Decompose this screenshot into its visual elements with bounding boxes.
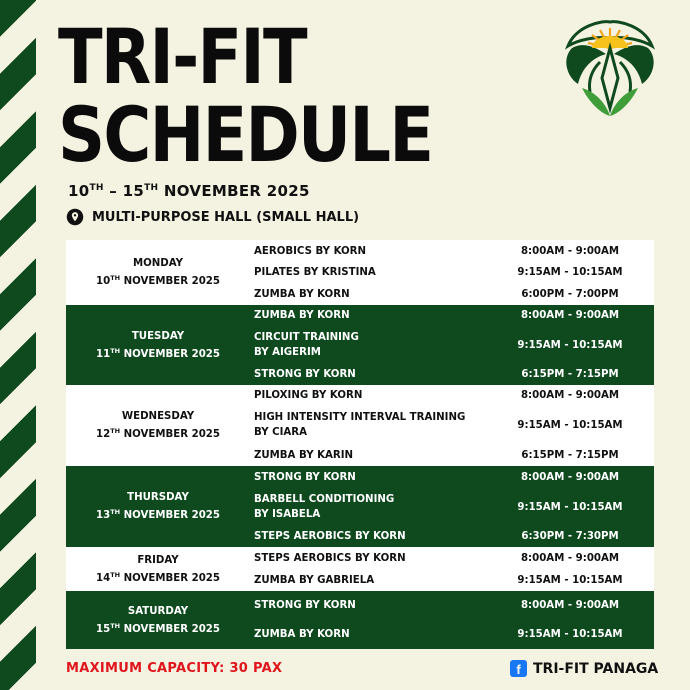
day-date: [70, 271, 246, 289]
date-separator: –: [103, 182, 123, 200]
day-cell: [66, 240, 250, 305]
class-name-cell: [250, 466, 486, 488]
day-date: [70, 619, 246, 637]
class-name: CIRCUIT TRAINING: [254, 332, 359, 343]
class-name: STEPS AEROBICS BY KORN: [254, 531, 406, 542]
class-name: ZUMBA BY KARIN: [254, 449, 354, 461]
social-handle-label: TRI-FIT PANAGA: [533, 660, 659, 677]
class-time: 9:15AM - 10:15AM: [486, 326, 654, 364]
class-name-cell: [250, 488, 486, 526]
facebook-icon: f: [510, 660, 527, 677]
class-time: 6:15PM - 7:15PM: [486, 444, 654, 466]
day-name: WEDNESDAY: [121, 411, 195, 422]
day-cell: [66, 385, 250, 466]
end-suffix: TH: [144, 183, 159, 193]
class-name-cell: [250, 526, 486, 547]
class-time: 8:00AM - 9:00AM: [486, 240, 654, 262]
day-cell: [66, 305, 250, 385]
location-pin-icon: [66, 208, 84, 226]
venue: [66, 208, 359, 226]
day-date: [70, 424, 246, 442]
class-time: 6:30PM - 7:30PM: [486, 526, 654, 547]
date-suffix: TH: [110, 508, 121, 516]
title-line-2: SCHEDULE: [58, 90, 433, 179]
class-name-cell: [250, 591, 486, 619]
day-block-monday: [66, 240, 654, 305]
class-name: STRONG BY KORN: [254, 369, 356, 380]
date-month-year: NOVEMBER 2025: [120, 276, 220, 287]
class-name-cell: [250, 305, 486, 326]
trifit-logo-icon: [562, 18, 658, 120]
class-time: 8:00AM - 9:00AM: [486, 466, 654, 488]
day-name: TUESDAY: [131, 330, 185, 342]
class-name-cell: [250, 619, 486, 649]
class-time: 8:00AM - 9:00AM: [486, 547, 654, 569]
class-name: PILOXING BY KORN: [254, 390, 363, 401]
class-name: STRONG BY KORN: [254, 471, 356, 483]
class-name: ZUMBA BY KORN: [254, 288, 350, 300]
class-name-cell: [250, 569, 486, 591]
class-name: STEPS AEROBICS BY KORN: [254, 552, 406, 564]
date-month-year: NOVEMBER 2025: [120, 429, 220, 440]
class-time: 8:00AM - 9:00AM: [486, 385, 654, 406]
date-suffix: TH: [110, 274, 121, 282]
class-name: AEROBICS BY KORN: [254, 245, 367, 257]
class-time: 9:15AM - 10:15AM: [486, 619, 654, 649]
class-time: 8:00AM - 9:00AM: [486, 591, 654, 619]
day-name: SATURDAY: [127, 605, 189, 617]
class-name: PILATES BY KRISTINA: [254, 267, 376, 278]
schedule-table: [66, 240, 654, 649]
day-cell: [66, 591, 250, 649]
social-handle[interactable]: [510, 660, 658, 677]
table-row: [66, 466, 654, 488]
date-number: 15: [96, 623, 111, 635]
date-rest: NOVEMBER 2025: [158, 182, 310, 200]
class-name-cell: [250, 326, 486, 364]
day-name: THURSDAY: [127, 492, 189, 503]
date-number: 12: [96, 429, 111, 440]
start-day: 10: [68, 182, 90, 200]
class-name-cell: [250, 262, 486, 283]
class-name: ZUMBA BY GABRIELA: [254, 574, 375, 586]
table-row: [66, 385, 654, 406]
page-title: [58, 12, 433, 179]
date-month-year: NOVEMBER 2025: [120, 510, 220, 521]
table-row: [66, 547, 654, 569]
date-number: 13: [96, 510, 111, 521]
day-block-wednesday: [66, 385, 654, 466]
date-suffix: TH: [110, 621, 121, 630]
date-suffix: TH: [110, 570, 121, 579]
day-date: [70, 344, 246, 362]
class-time: 9:15AM - 10:15AM: [486, 569, 654, 591]
class-name: BY AIGERIM: [254, 347, 321, 358]
class-name: ZUMBA BY KORN: [254, 628, 350, 640]
class-time: 9:15AM - 10:15AM: [486, 406, 654, 444]
class-name-cell: [250, 385, 486, 406]
class-name-cell: [250, 406, 486, 444]
day-cell: [66, 466, 250, 547]
day-block-saturday: [66, 591, 654, 649]
date-suffix: TH: [110, 346, 121, 355]
decorative-stripes: [0, 0, 36, 690]
class-name-cell: [250, 240, 486, 262]
date-number: 10: [96, 276, 111, 287]
class-time: 9:15AM - 10:15AM: [486, 262, 654, 283]
class-name-cell: [250, 364, 486, 385]
date-month-year: NOVEMBER 2025: [120, 623, 220, 635]
class-name: BY CIARA: [254, 427, 308, 438]
day-block-tuesday: [66, 305, 654, 385]
end-day: 15: [122, 182, 145, 200]
date-range: [68, 182, 310, 200]
day-name: FRIDAY: [137, 554, 179, 566]
day-name: MONDAY: [132, 258, 184, 269]
table-row: [66, 591, 654, 619]
class-time: 9:15AM - 10:15AM: [486, 488, 654, 526]
venue-label: MULTI-PURPOSE HALL (SMALL HALL): [92, 209, 360, 225]
table-row: [66, 305, 654, 326]
day-block-friday: [66, 547, 654, 591]
date-month-year: NOVEMBER 2025: [120, 572, 220, 584]
day-date: [70, 568, 246, 586]
class-name: ZUMBA BY KORN: [254, 310, 350, 321]
class-name-cell: [250, 547, 486, 569]
date-suffix: TH: [110, 427, 121, 435]
class-time: 6:00PM - 7:00PM: [486, 283, 654, 305]
class-name-cell: [250, 283, 486, 305]
class-time: 6:15PM - 7:15PM: [486, 364, 654, 385]
date-number: 11: [96, 348, 111, 360]
date-number: 14: [96, 572, 111, 584]
start-suffix: TH: [89, 183, 104, 193]
table-row: [66, 240, 654, 262]
class-name: BARBELL CONDITIONING: [254, 494, 395, 505]
class-name: STRONG BY KORN: [254, 599, 356, 611]
class-name: BY ISABELA: [254, 509, 321, 520]
date-month-year: NOVEMBER 2025: [120, 348, 220, 360]
class-name: HIGH INTENSITY INTERVAL TRAINING: [254, 412, 466, 423]
day-date: [70, 505, 246, 523]
day-cell: [66, 547, 250, 591]
day-block-thursday: [66, 466, 654, 547]
class-name-cell: [250, 444, 486, 466]
title-line-1: TRI-FIT: [58, 12, 306, 101]
class-time: 8:00AM - 9:00AM: [486, 305, 654, 326]
capacity-notice: MAXIMUM CAPACITY: 30 PAX: [66, 661, 283, 676]
